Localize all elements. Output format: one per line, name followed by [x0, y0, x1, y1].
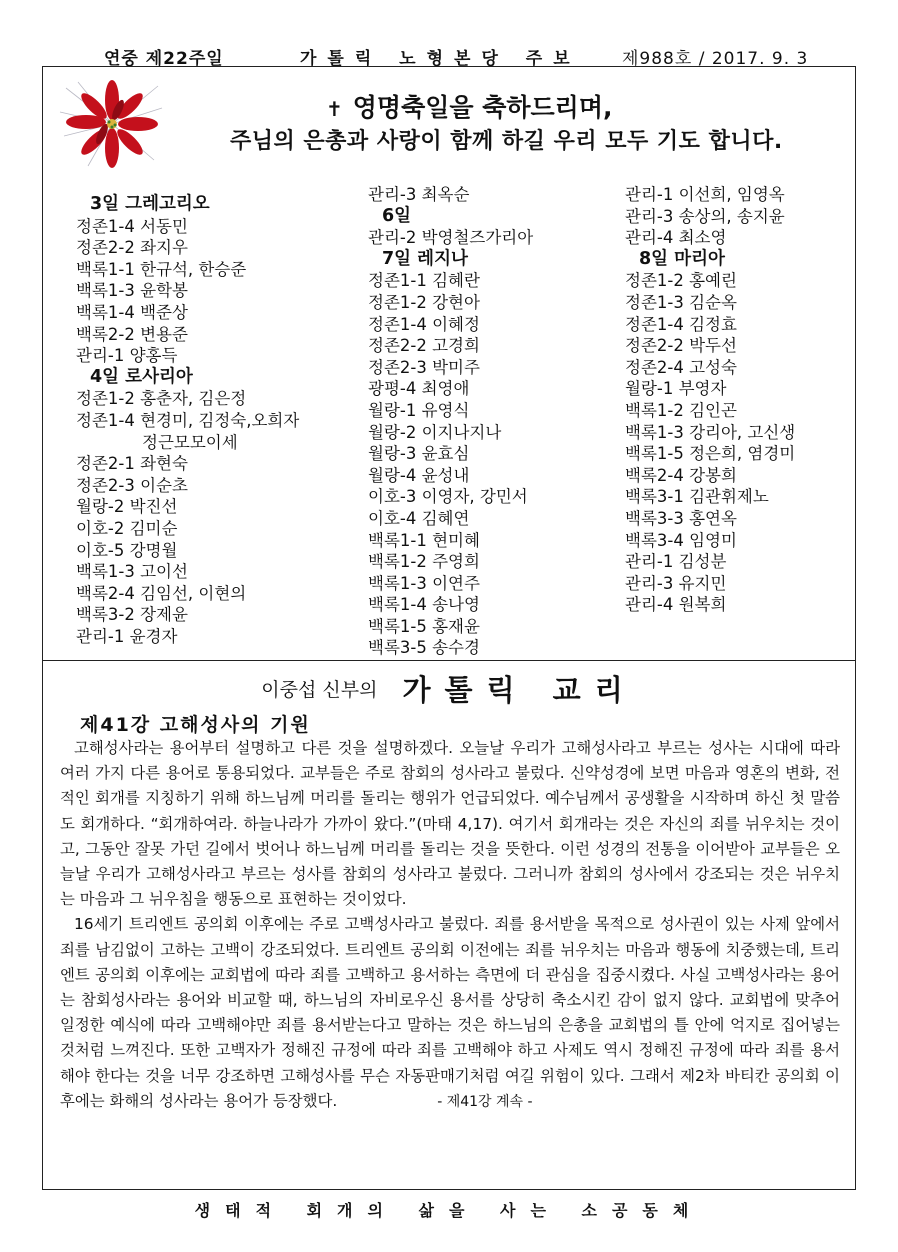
feast-entry: 백록2-2 변용준 [76, 324, 188, 344]
feast-entry: 정존2-3 박미주 [368, 357, 480, 377]
feast-entry: 백록1-5 홍재윤 [368, 616, 480, 636]
feast-entry: 정존2-2 고경희 [368, 336, 480, 356]
feast-entry: 백록3-2 장제윤 [76, 605, 188, 625]
cross-icon: ✝ [326, 97, 343, 121]
feast-day-heading: 3일 그레고리오 [90, 194, 210, 214]
feast-entry: 이호-5 강명월 [76, 540, 178, 560]
feast-list-column-1 [76, 194, 299, 647]
feast-entry: 백록1-5 정은희, 염경미 [625, 444, 796, 464]
feast-entry: 관리-1 양홍득 [76, 346, 178, 366]
feast-entry: 정존1-2 홍춘자, 김은정 [76, 389, 247, 409]
feast-entry: 이호-2 김미순 [76, 518, 178, 538]
bulletin-footer-motto: 생태적 회개의 삶을 사는 소공동체 [194, 1201, 704, 1220]
feast-entry: 관리-3 최옥순 [368, 185, 470, 204]
feast-entry: 관리-1 윤경자 [76, 626, 178, 646]
bulletin-issue-date: 제988호 / 2017. 9. 3 [622, 49, 809, 69]
feast-entry: 월랑-1 부영자 [625, 379, 727, 399]
feast-entry: 백록1-1 한규석, 한승준 [76, 259, 247, 279]
feast-day-heading: 8일 마리아 [639, 248, 725, 269]
feast-day-heading: 7일 레지나 [382, 248, 468, 269]
feast-entry: 정존1-1 김혜란 [368, 271, 480, 291]
feast-entry: 백록1-4 송나영 [368, 595, 480, 615]
feast-entry: 백록1-3 고이선 [76, 562, 188, 582]
feast-entry: 월랑-3 윤효심 [368, 444, 470, 464]
feast-entry: 정존1-4 김정효 [625, 314, 737, 334]
feast-entry: 정존1-4 현경미, 김정숙,오희자 [76, 410, 300, 430]
feast-entry: 관리-2 박영철즈가리아 [368, 228, 534, 248]
feast-entry: 관리-4 원복희 [625, 595, 727, 615]
feast-entry: 백록3-3 홍연옥 [625, 508, 737, 528]
feast-entry: 백록1-3 윤학봉 [76, 281, 188, 301]
feast-entry: 백록2-4 강봉희 [625, 465, 737, 485]
feast-entry: 정존2-2 좌지우 [76, 238, 188, 258]
feast-entry: 광평-4 최영애 [368, 379, 470, 399]
feast-entry: 정존1-2 홍예린 [625, 271, 737, 291]
feast-entry: 백록1-2 김인곤 [625, 400, 737, 420]
feast-entry: 정존1-3 김순옥 [625, 292, 737, 312]
feast-greeting-title [326, 88, 612, 124]
feast-entry: 백록2-4 김임선, 이현의 [76, 583, 247, 603]
lecture-paragraph [60, 912, 840, 1115]
feast-entry: 월랑-1 유영식 [368, 400, 470, 420]
feast-day-heading: 6일 [382, 205, 412, 226]
feast-entry: 정존2-3 이순초 [76, 475, 188, 495]
bulletin-sunday-label: 연중 제22주일 [104, 49, 224, 69]
lecture-body [60, 736, 840, 1115]
feast-entry: 백록1-4 백준상 [76, 302, 188, 322]
lecture-title: 제41강 고해성사의 기원 [80, 714, 311, 736]
feast-entry: 관리-1 이선희, 임영옥 [625, 185, 785, 204]
feast-entry: 월랑-2 박진선 [76, 497, 178, 517]
feast-entry: 관리-3 송상의, 송지윤 [625, 206, 785, 226]
feast-entry: 백록3-5 송수경 [368, 638, 480, 658]
feast-entry: 백록1-3 이연주 [368, 573, 480, 593]
feast-entry: 백록1-2 주영희 [368, 552, 480, 572]
lecture-continued-note: - 제41강 계속 - [437, 1093, 533, 1110]
feast-entry: 정존1-4 서동민 [76, 216, 188, 236]
feast-entry: 이호-3 이영자, 강민서 [368, 487, 528, 507]
feast-entry-continued: 정근모모이세 [142, 432, 238, 452]
feast-entry: 정존2-1 좌현숙 [76, 454, 188, 474]
feast-entry: 백록1-3 강리아, 고신생 [625, 422, 796, 442]
lecture-author: 이중섭 신부의 [261, 679, 378, 701]
lecture-paragraph-text: 16세기 트리엔트 공의회 이후에는 주로 고백성사라고 불렀다. 죄를 용서받을 목적으로 성사권이 있는 사제 앞에서 죄를 남김없이 고하는 고백이 강조되었다. 트리엔트 공의회 이전에는 죄를 뉘우치는 마음과 행동에 치중했는데, 트리엔트 공의회 이후에는 교회법에 따라 죄를 고백하고 용서하는 측면에 더 관심을 집중시켰다. 사실 고백성사라는 용어는 참회성사라는 용어와 비교할 때, 하느님의 자비로우신 용서를 상당히 축소시킨 감이 없지 않다. 교회법에 맞추어 일정한 예식에 따라 고백해야만 죄를 용서받는다고 말하는 것은 하느님의 은총을 교회법의 틀 안에 억지로 집어넣는 것처럼 느껴진다. 또한 고백자가 정해진 규정에 따라 죄를 고백해야 하고 사제도 역시 정해진 규정에 따라 죄를 용서해야 한다는 것을 너무 강조하면 고해성사를 무슨 자동판매기처럼 여길 위험이 있다. 그래서 제2차 바티칸 공의회 이후에는 화해의 성사라는 용어가 등장했다. [60, 915, 840, 1110]
feast-entry: 백록1-1 현미혜 [368, 530, 480, 550]
section-divider [42, 660, 856, 661]
lecture-paragraph: 고해성사라는 용어부터 설명하고 다른 것을 설명하겠다. 오늘날 우리가 고해성사라고 부르는 성사는 시대에 따라 여러 가지 다른 용어로 통용되었다. 교부들은 주로 참회의 성사라고 불렀다. 신약성경에 보면 마음과 영혼의 변화, 전적인 회개를 지칭하기 위해 하느님께 머리를 돌리는 행위가 언급되었다. 예수님께서 공생활을 시작하며 하신 첫 말씀도 회개하다. “회개하여라. 하늘나라가 가까이 왔다.”(마태 4,17). 여기서 회개라는 것은 자신의 죄를 뉘우치는 것이고, 그동안 잘못 가던 길에서 벗어나 하느님께 머리를 돌리는 것을 뜻한다. 이런 성경의 전통을 이어받아 교부들은 오늘날 우리가 고해성사라고 부르는 성사를 참회의 성사라고 불렀다. 그러니까 참회의 성사에서 강조되는 것은 뉘우치는 마음과 그 뉘우침을 행동으로 표현하는 것이었다. [60, 739, 840, 909]
feast-entry: 정존1-4 이혜정 [368, 314, 480, 334]
feast-entry: 이호-4 김혜연 [368, 508, 470, 528]
bulletin-parish-title: 가톨릭 노형본당 주보 [300, 49, 581, 69]
feast-entry: 월랑-2 이지나지나 [368, 422, 502, 442]
lecture-series-title: 가톨릭 교리 [402, 673, 637, 707]
feast-entry: 월랑-4 윤성내 [368, 465, 470, 485]
lecture-header [0, 668, 898, 709]
poinsettia-icon [58, 78, 166, 170]
feast-greeting-line2: 주님의 은총과 사랑이 함께 하길 우리 모두 기도 합니다. [230, 129, 783, 154]
feast-day-heading: 4일 로사리아 [90, 366, 193, 387]
feast-entry: 정존1-2 강현아 [368, 292, 480, 312]
feast-greeting-line1: 영명축일을 축하드리며, [352, 93, 613, 122]
feast-entry: 관리-4 최소영 [625, 228, 727, 248]
feast-entry: 백록3-4 임영미 [625, 530, 737, 550]
feast-entry: 관리-3 유지민 [625, 573, 727, 593]
feast-list-column-3 [625, 184, 795, 616]
feast-entry: 백록3-1 김관휘제노 [625, 487, 769, 507]
feast-entry: 관리-1 김성분 [625, 552, 727, 572]
feast-entry: 정존2-4 고성숙 [625, 357, 737, 377]
feast-entry: 정존2-2 박두선 [625, 336, 737, 356]
feast-list-column-2 [368, 184, 533, 659]
